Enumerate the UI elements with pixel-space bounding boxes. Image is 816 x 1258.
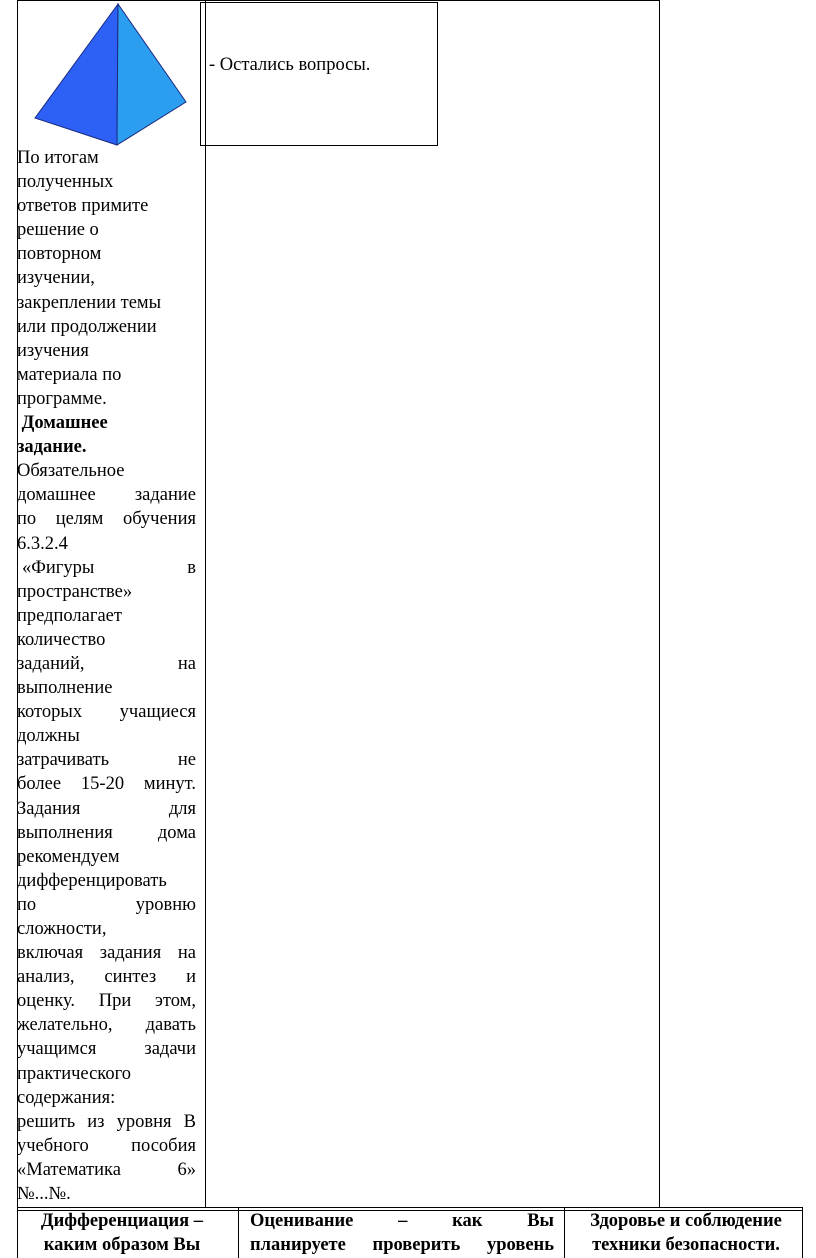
text-line: которых учащиеся (17, 702, 196, 723)
bottom-table-left-border (17, 1207, 18, 1258)
text-line: «Фигуры в (22, 557, 196, 578)
text-line: должны (17, 726, 80, 747)
text-line: домашнее задание (17, 485, 196, 506)
header-line: Дифференциация – (40, 1211, 204, 1231)
text-line: №...№. (17, 1184, 71, 1205)
text-line: повторном (17, 244, 102, 265)
text-line: или продолжении (17, 316, 157, 337)
text-line: решить из уровня В (17, 1111, 196, 1132)
table-right-border (659, 0, 660, 1208)
homework-heading: Домашнее (17, 413, 108, 434)
differentiation-header (27, 1209, 217, 1257)
text-line: По итогам (17, 148, 99, 168)
text-line: 6.3.2.4 (17, 533, 68, 554)
text-line: затрачивать не (17, 750, 196, 771)
header-line: техники безопасности. (592, 1235, 780, 1255)
text-line: закреплении темы (17, 292, 162, 313)
text-line: оценку. При этом, (17, 991, 196, 1012)
text-line: ответов примите (17, 196, 149, 217)
text-line: более 15-20 минут. (17, 774, 196, 795)
text-line: рекомендуем (17, 846, 120, 867)
text-line: анализ, синтез и (17, 967, 196, 988)
text-line: Обязательное (17, 461, 125, 482)
inner-table-right-border (437, 2, 438, 146)
answer-option: - Остались вопросы. (209, 55, 371, 75)
bottom-table-divider-2 (564, 1207, 565, 1258)
text-line: сложности, (17, 919, 107, 939)
text-line: выполнение (17, 678, 113, 699)
table-top-border (17, 0, 660, 1)
text-line: предполагает (17, 605, 122, 626)
text-line: материала по (17, 364, 122, 385)
text-line: программе. (17, 388, 107, 409)
homework-heading: задание. (17, 437, 87, 458)
header-line: каким образом Вы (43, 1235, 201, 1255)
text-line: учащимся задачи (17, 1039, 196, 1060)
text-line: заданий, на (17, 653, 196, 674)
text-line: дифференцировать (17, 870, 167, 891)
health-safety-header (570, 1209, 802, 1257)
text-line: учебного пособия (17, 1135, 196, 1156)
text-line: полученных (17, 172, 114, 193)
pyramid-left-face (35, 4, 118, 145)
bottom-table-top-border (17, 1207, 803, 1208)
text-line: по уровню (17, 894, 196, 915)
text-line: изучении, (17, 268, 95, 289)
pyramid-image (34, 3, 187, 147)
inner-table-bottom-border (200, 145, 438, 146)
text-line: содержания: (17, 1087, 116, 1108)
text-line: практического (17, 1063, 131, 1084)
text-line: Задания для (17, 798, 196, 819)
text-line: по целям обучения (17, 509, 196, 530)
column-divider (205, 0, 206, 1208)
header-line: планируете проверить уровень (250, 1235, 554, 1255)
text-line: выполнения дома (17, 822, 196, 843)
instructions-text (17, 146, 196, 1206)
header-line: Оценивание – как Вы (250, 1211, 554, 1231)
text-line: количество (17, 629, 106, 650)
inner-table-top-border (200, 2, 438, 3)
text-line: включая задания на (17, 943, 196, 964)
header-line: Здоровье и соблюдение (590, 1211, 782, 1231)
text-line: «Математика 6» (17, 1159, 196, 1180)
bottom-table-right-border (802, 1207, 803, 1258)
text-line: пространстве» (17, 581, 133, 602)
text-line: решение о (17, 220, 99, 241)
assessment-header (250, 1209, 554, 1257)
pyramid-right-face (117, 4, 186, 145)
inner-table-divider (200, 2, 201, 146)
bottom-table-divider-1 (238, 1207, 239, 1258)
text-line: изучения (17, 340, 89, 361)
text-line: желательно, давать (17, 1015, 196, 1036)
